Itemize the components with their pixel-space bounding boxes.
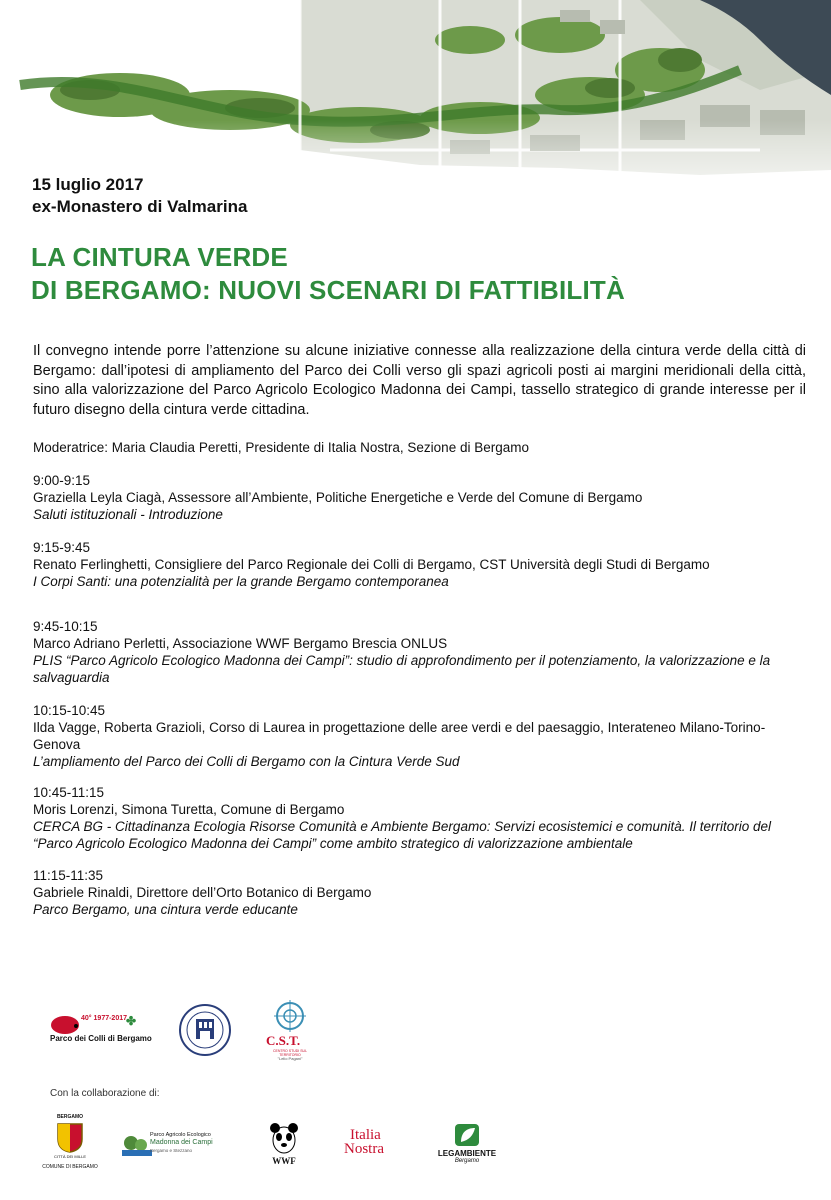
- session-speaker: Marco Adriano Perletti, Associazione WWF Bergamo Brescia ONLUS: [33, 636, 448, 651]
- legambiente-logo: [434, 1122, 500, 1166]
- parco-colli-logo: [50, 1012, 160, 1048]
- clover-icon: ✤: [126, 1014, 137, 1028]
- cst-logo: [262, 998, 318, 1064]
- comune-bergamo-logo: [42, 1114, 98, 1174]
- session-4: [33, 702, 801, 770]
- session-time: 9:45-10:15: [33, 619, 98, 634]
- session-speaker: Gabriele Rinaldi, Direttore dell’Orto Botanico di Bergamo: [33, 885, 372, 900]
- session-time: 10:15-10:45: [33, 703, 106, 718]
- session-3: [33, 618, 801, 686]
- cst-subtitle-2: "Lelio Pagani": [277, 1056, 303, 1061]
- compass-rose-icon: [270, 998, 310, 1034]
- italia-nostra-logo: [344, 1128, 396, 1162]
- madonna-line-1: Parco Agricolo Ecologico: [150, 1132, 211, 1138]
- session-speaker: Graziella Leyla Ciagà, Assessore all’Ambiente, Politiche Energetiche e Verde del Comune di Bergamo: [33, 490, 643, 505]
- session-topic: Saluti istituzionali - Introduzione: [33, 507, 223, 522]
- session-time: 9:15-9:45: [33, 540, 91, 555]
- cst-subtitle: CENTRO STUDI SUL TERRITORIO: [272, 1049, 308, 1057]
- university-seal-icon: [178, 1003, 232, 1057]
- wwf-logo: [266, 1122, 302, 1168]
- comune-motto: CITTÀ DEI MILLE: [53, 1154, 86, 1159]
- session-6: [33, 867, 801, 918]
- event-date: 15 luglio 2017: [32, 175, 144, 194]
- wwf-name: WWF: [272, 1156, 296, 1166]
- hedgehog-icon: [50, 1012, 80, 1034]
- parco-colli-name: Parco dei Colli di Bergamo: [50, 1034, 152, 1043]
- session-1: [33, 472, 801, 523]
- leaf-icon: [453, 1122, 481, 1148]
- italia-nostra-line-1: Italia: [350, 1127, 381, 1143]
- cst-name: C.S.T.: [266, 1033, 301, 1048]
- session-speaker: Ilda Vagge, Roberta Grazioli, Corso di Laurea in progettazione delle aree verdi e del paesaggio, Interateneo Milano-Torino-Genova: [33, 720, 766, 752]
- landscape-icon: [122, 1134, 152, 1156]
- city-coat-of-arms-icon: [55, 1121, 85, 1153]
- anniversary-badge: 40° 1977-2017: [81, 1015, 128, 1022]
- session-topic: CERCA BG - Cittadinanza Ecologia Risorse Comunità e Ambiente Bergamo: Servizi ecosistemici e comunità. Il territorio del “Parco Agricolo Ecologico Madonna dei Campi” come ambito strategico di valorizzazione ambientale: [33, 819, 772, 851]
- madonna-dei-campi-logo: [122, 1130, 232, 1160]
- title-line-1: LA CINTURA VERDE: [31, 242, 288, 272]
- session-5: [33, 784, 801, 852]
- session-2: [33, 539, 801, 590]
- madonna-line-3: Bergamo e Stezzano: [150, 1148, 193, 1153]
- session-time: 10:45-11:15: [33, 785, 105, 800]
- madonna-line-2: Madonna dei Campi: [150, 1139, 213, 1146]
- session-topic: I Corpi Santi: una potenzialità per la grande Bergamo contemporanea: [33, 574, 449, 589]
- session-speaker: Renato Ferlinghetti, Consigliere del Parco Regionale dei Colli di Bergamo, CST Università degli Studi di Bergamo: [33, 557, 710, 572]
- panda-icon: [268, 1122, 300, 1154]
- session-topic: L’ampliamento del Parco dei Colli di Bergamo con la Cintura Verde Sud: [33, 754, 460, 769]
- comune-top-label: BERGAMO: [56, 1114, 84, 1120]
- session-speaker: Moris Lorenzi, Simona Turetta, Comune di Bergamo: [33, 802, 345, 817]
- event-venue: ex-Monastero di Valmarina: [32, 197, 248, 216]
- session-time: 11:15-11:35: [33, 868, 104, 883]
- italia-nostra-line-2: Nostra: [344, 1141, 384, 1157]
- legambiente-sub: Bergamo: [454, 1158, 480, 1164]
- intro-paragraph: Il convegno intende porre l’attenzione su alcune iniziative connesse alla realizzazione della cintura verde della città di Bergamo: dall’ipotesi di ampliamento del Parco dei Colli verso gli spazi agricoli posti ai margini meridionali della città, sino alla valorizzazione del Parco Agricolo Ecologico Madonna dei Campi, tassello strategico di grande interesse per il futuro disegno della cintura verde cittadina.: [33, 343, 806, 418]
- session-topic: Parco Bergamo, una cintura verde educante: [33, 902, 298, 917]
- title-line-2: DI BERGAMO: NUOVI SCENARI DI FATTIBILITÀ: [31, 275, 625, 305]
- session-topic: PLIS “Parco Agricolo Ecologico Madonna dei Campi”: studio di approfondimento per il potenziamento, la valorizzazione e la salvaguardia: [33, 653, 771, 685]
- legambiente-name: LEGAMBIENTE: [437, 1149, 497, 1158]
- comune-name: COMUNE DI BERGAMO: [42, 1164, 98, 1170]
- collaboration-caption: Con la collaborazione di:: [50, 1088, 160, 1099]
- session-time: 9:00-9:15: [33, 473, 91, 488]
- moderator-line: Moderatrice: Maria Claudia Peretti, Presidente di Italia Nostra, Sezione di Bergamo: [33, 440, 529, 455]
